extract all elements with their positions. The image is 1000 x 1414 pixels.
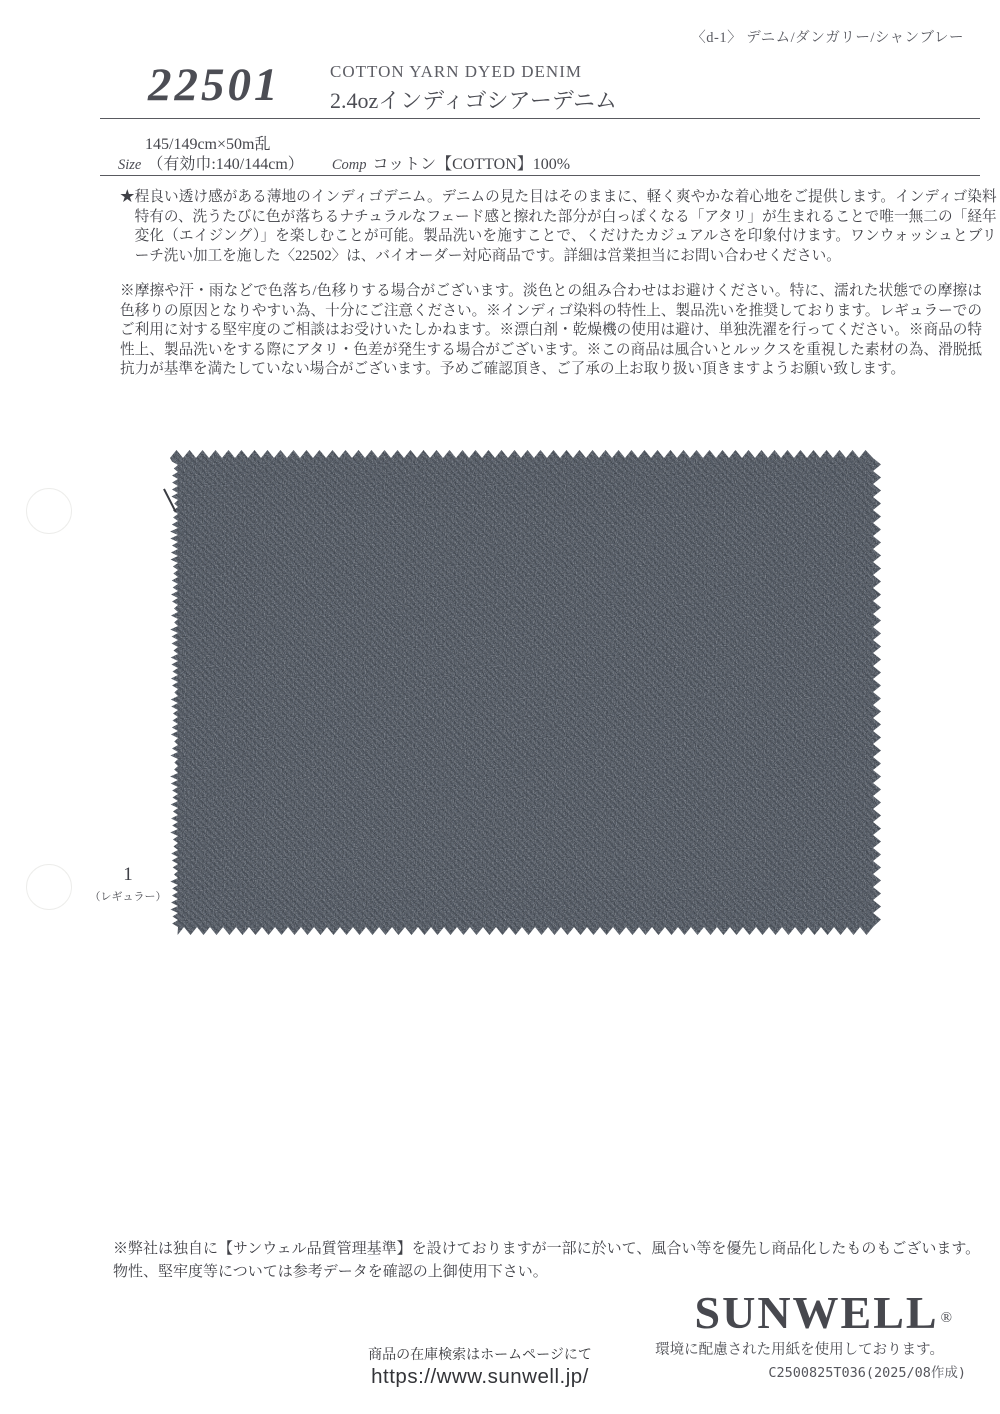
product-number: 22501 bbox=[148, 59, 281, 111]
header-divider bbox=[100, 118, 980, 119]
product-name-ja: 2.4ozインディゴシアーデニム bbox=[330, 88, 617, 113]
product-name-en: COTTON YARN DYED DENIM bbox=[330, 62, 582, 81]
comp-value: コットン【COTTON】100% bbox=[372, 156, 571, 173]
stock-search-note bbox=[330, 1344, 630, 1389]
homepage-url: https://www.sunwell.jp/ bbox=[371, 1365, 589, 1388]
spec-row bbox=[118, 151, 570, 174]
size-value: （有効巾:140/144cm） bbox=[147, 156, 304, 173]
variant-label bbox=[88, 864, 168, 904]
roll-size: 145/149cm×50m乱 bbox=[145, 136, 271, 153]
registered-mark-icon: ® bbox=[940, 1310, 952, 1326]
spec-divider bbox=[100, 175, 980, 176]
category-label: 〈d-1〉 デニム/ダンガリー/シャンブレー bbox=[691, 30, 964, 46]
caution-notes: ※摩擦や汗・雨などで色落ち/色移りする場合がございます。淡色との組み合わせはお避けください。特に、濡れた状態での摩擦は色移りの原因となりやすい為、十分にご注意ください。※インディゴ染料の特性上、製品洗いを推奨しております。レギュラーでのご利用に対する堅牢度のご相談はお受けいたしかねます。※漂白剤・乾燥機の使用は避け、単独洗濯を行ってください。※商品の特性上、製品洗いをする際にアタリ・色差が発生する場合がございます。※この商品は風合いとルックスを重視した素材の為、滑脱抵抗力が基準を満たしていない場合がございます。予めご確認頂き、ご了承の上お取り扱い頂きますようお願い致します。 bbox=[120, 283, 982, 377]
size-label: Size bbox=[118, 157, 142, 173]
quality-note-line2: 物性、堅牢度等については参考データを確認の上御使用下さい。 bbox=[113, 1263, 548, 1280]
variant-name: （レギュラー） bbox=[89, 891, 167, 903]
fabric-swatch-image bbox=[170, 450, 881, 935]
quality-note bbox=[113, 1238, 999, 1283]
variant-number: 1 bbox=[123, 864, 133, 885]
product-description: ★程良い透け感がある薄地のインディゴデニム。デニムの見た目はそのままに、軽く爽やかな着心地をご提供します。インディゴ染料特有の、洗うたびに色が落ちるナチュラルなフェード感と擦れた部分が白っぽくなる「アタリ」が生まれることで唯一無二の「経年変化（エイジング）」を楽しむことが可能。製品洗いを施すことで、くだけたカジュアルさを印象付けます。ワンウォッシュとブリーチ洗い加工を施した〈22502〉は、バイオーダー対応商品です。詳細は営業担当にお問い合わせください。 bbox=[120, 189, 997, 264]
comp-label: Comp bbox=[331, 157, 367, 173]
brand-logo bbox=[695, 1286, 952, 1339]
punch-hole-mark bbox=[26, 488, 72, 534]
quality-note-line1: ※弊社は独自に【サンウェル品質管理基準】を設けておりますが一部に於いて、風合い等を優先し商品化したものもございます。 bbox=[113, 1241, 981, 1257]
document-code: C2500825T036(2025/08作成) bbox=[768, 1365, 966, 1381]
eco-note: 環境に配慮された用紙を使用しております。 bbox=[655, 1342, 944, 1358]
stock-search-text: 商品の在庫検索はホームページにて bbox=[368, 1346, 592, 1362]
denim-texture bbox=[170, 450, 881, 935]
punch-hole-mark bbox=[26, 864, 72, 910]
brand-name: SUNWELL bbox=[694, 1287, 939, 1338]
